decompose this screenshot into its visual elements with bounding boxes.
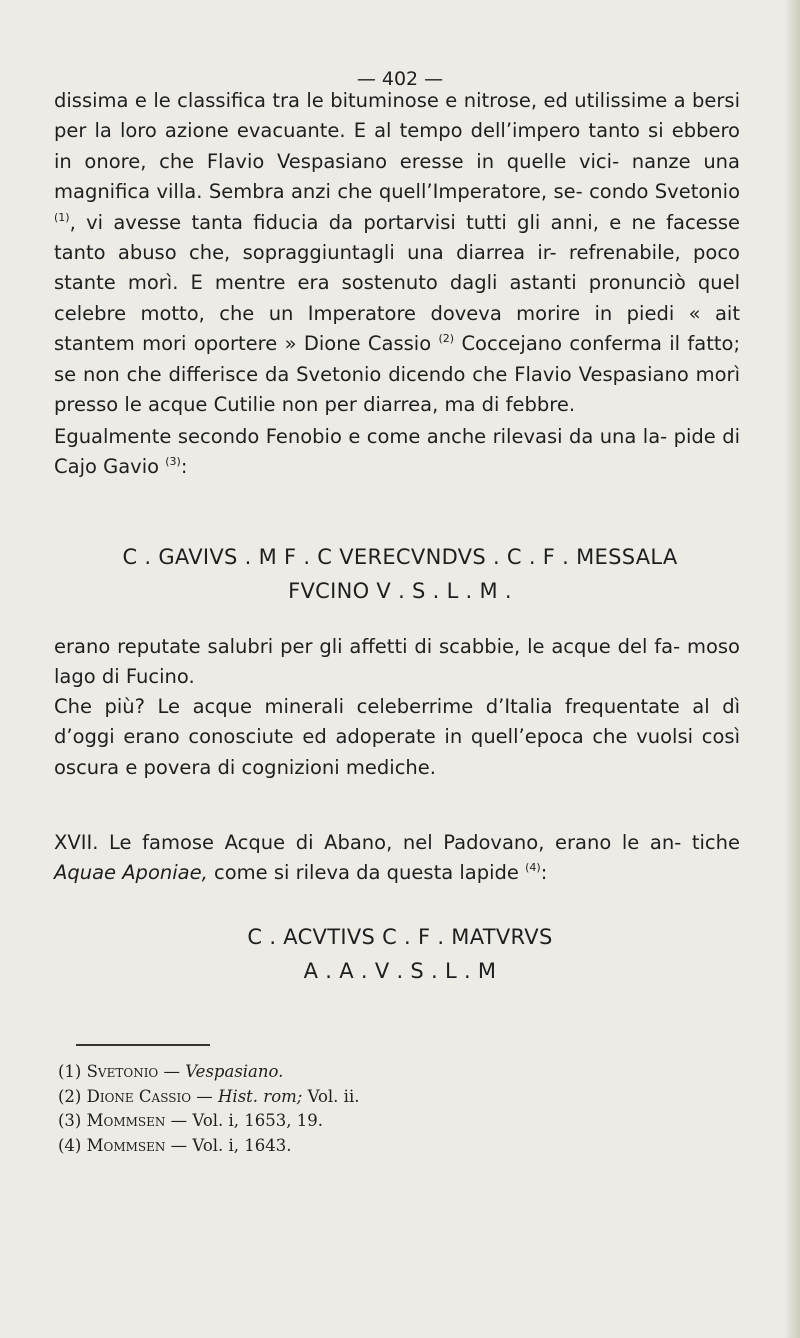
footnote-number: (2) xyxy=(58,1086,82,1106)
footnote-author: Dione Cassio xyxy=(86,1086,192,1106)
paragraph-text: Egualmente secondo Fenobio e come anche rilevasi da una la- pide di Cajo Gavio xyxy=(54,425,740,479)
footnote-item xyxy=(58,1060,718,1085)
paragraph-text: dissima e le classifica tra le bituminose e nitrose, ed utilissime a bersi per la loro azione evacuante. E al tempo dell’impero tanto si ebbero in onore, che Flavio Vespasiano eresse in quelle vici- nanze una magnifica villa. Sembra anzi che quell’Imperatore, se- condo Svetonio xyxy=(54,89,740,204)
footnote-author: Svetonio xyxy=(86,1062,159,1081)
page-number: — 402 — xyxy=(356,68,444,90)
footnote-separator: — xyxy=(191,1086,219,1106)
inscription-acutius xyxy=(0,920,800,988)
inscription-line: A . A . V . S . L . M xyxy=(303,959,497,983)
footnote-item xyxy=(58,1109,718,1134)
paragraph-fenobio: Egualmente secondo Fenobio e come anche rilevasi da una la- pide di Cajo Gavio $^{(3)}$: xyxy=(54,425,740,479)
footnote-rest: Vol. i, 1653, 19. xyxy=(192,1111,324,1130)
paragraph-abano: XVII. Le famose Acque di Abano, nel Padovano, erano le an- tiche Aquae Aponiae, come si rileva da questa lapide $^{(4)}$: xyxy=(54,831,740,885)
inscription-line: C . GAVIVS . M F . C VERECVNDVS . C . F . MESSALA xyxy=(122,545,678,569)
footnote-ref-3[interactable]: (3) xyxy=(165,455,181,469)
footnote-separator: — xyxy=(165,1135,193,1155)
footnotes xyxy=(58,1060,718,1158)
inscription-line: FVCINO V . S . L . M . xyxy=(288,579,512,603)
footnote-number: (3) xyxy=(58,1111,82,1130)
paragraph-text: Che più? Le acque minerali celeberrime d’Italia frequentate al dì d’oggi erano conosciute ed adoperate in quell’epoca che vuolsi così oscura e povera di cognizioni mediche. xyxy=(54,695,740,779)
paragraph-acque-minerali xyxy=(54,692,740,783)
paragraph-fucino xyxy=(54,632,740,693)
footnote-separator: — xyxy=(158,1062,186,1081)
footnote-work: Hist. rom; xyxy=(218,1086,303,1106)
footnote-divider xyxy=(76,1044,210,1046)
footnote-ref-1[interactable]: (1) xyxy=(54,210,70,224)
footnote-ref-2[interactable]: (2) xyxy=(438,332,455,346)
inscription-line: C . ACVTIVS C . F . MATVRVS xyxy=(247,925,553,949)
paragraph-text: erano reputate salubri per gli affetti di scabbie, le acque del fa- moso lago di Fucino. xyxy=(54,635,740,689)
footnote-rest: Vol. ii. xyxy=(302,1086,360,1106)
paragraph-text: , vi avesse tanta fiducia da portarvisi tutti gli anni, e ne facesse tanto abuso che, sopraggiuntagli una diarrea ir- refrenabile, poco stante morì. E mentre era sostenuto dagli astanti pronunciò quel celebre motto, che un Imperatore doveva morire in piedi « ait stantem mori oportere » Dione Cassio xyxy=(54,210,740,356)
footnote-ref-4[interactable]: (4) xyxy=(525,861,541,875)
footnote-author: Mommsen xyxy=(86,1135,166,1155)
footnote-work: Vespasiano. xyxy=(185,1062,284,1081)
footnote-number: (1) xyxy=(58,1062,82,1081)
paragraph-text: Coccejano conferma il fatto; se non che differisce da Svetonio dicendo che Flavio Vespasiano morì presso le acque Cutilie non per diarrea, ma di febbre. xyxy=(54,332,741,417)
paragraph-vespasiano xyxy=(54,86,740,420)
footnote-rest: Vol. i, 1643. xyxy=(192,1135,292,1155)
page-edge-shadow xyxy=(784,0,800,1338)
footnote-author: Mommsen xyxy=(86,1111,166,1130)
footnote-item xyxy=(58,1134,718,1159)
paragraph-text: come si rileva da questa lapide xyxy=(214,861,519,885)
inscription-gavius xyxy=(0,540,800,608)
footnote-number: (4) xyxy=(58,1135,82,1155)
footnote-separator: — xyxy=(165,1111,193,1130)
italic-term: Aquae Aponiae, xyxy=(54,861,208,885)
footnote-item xyxy=(58,1085,718,1110)
paragraph-text: XVII. Le famose Acque di Abano, nel Padovano, erano le an- tiche xyxy=(54,831,740,854)
